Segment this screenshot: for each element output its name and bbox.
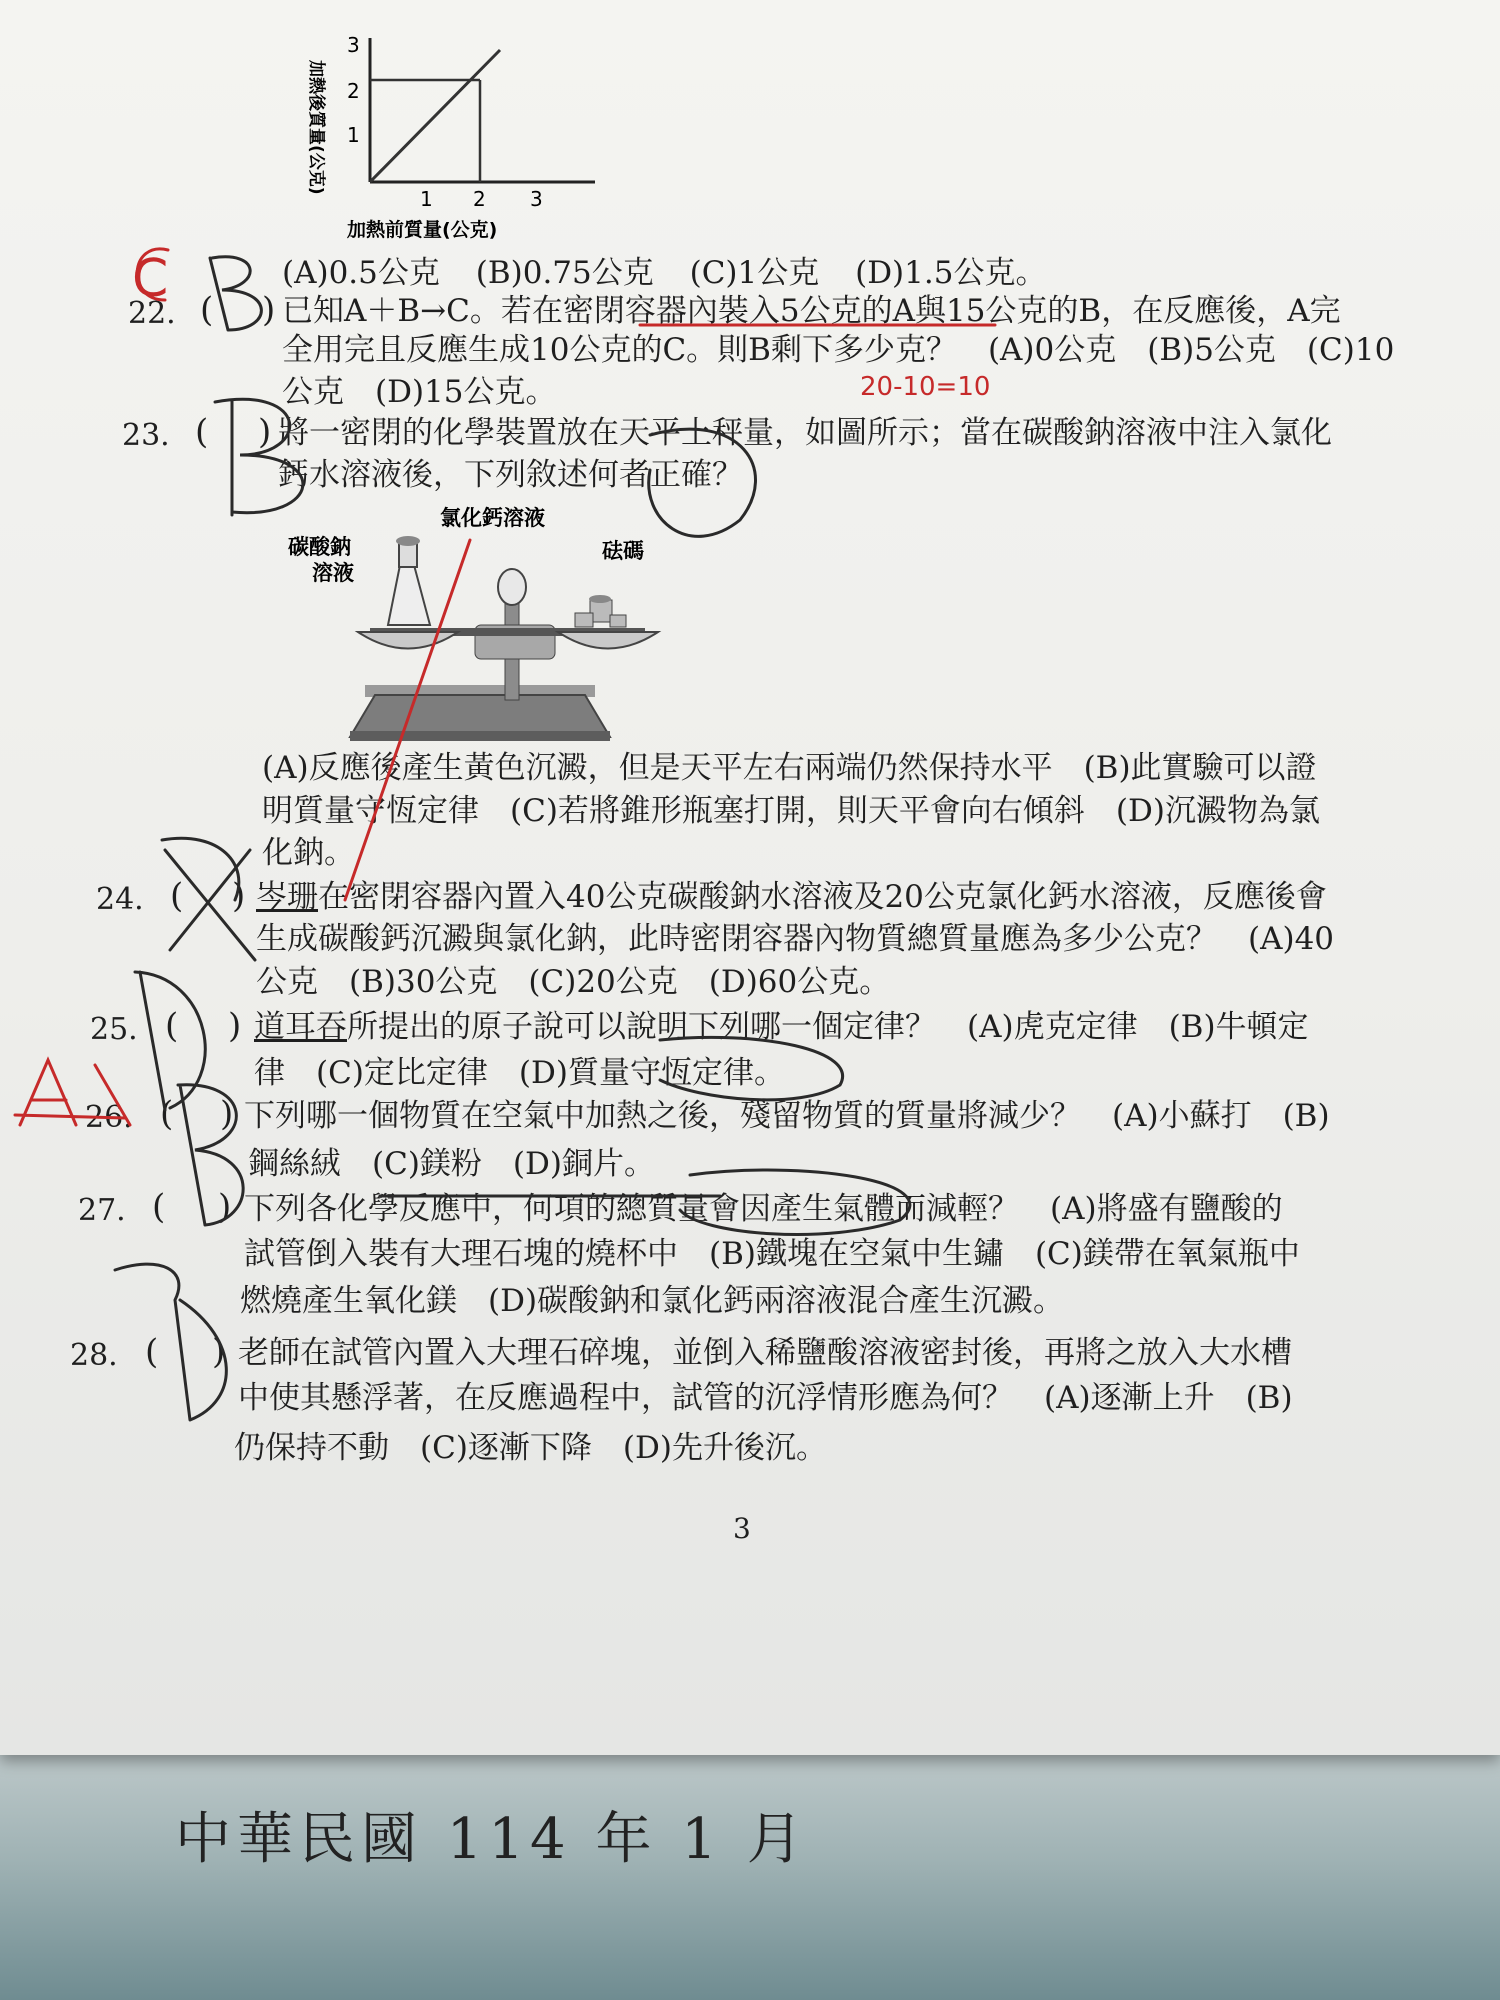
- q24-line3: 公克 (B)30公克 (C)20公克 (D)60公克。: [256, 964, 891, 1000]
- q25-line1-text: 所提出的原子說可以說明下列哪一個定律？ (A)虎克定律 (B)牛頓定: [347, 1009, 1309, 1045]
- q22-line1: 已知A＋B→C。若在密閉容器內裝入5公克的A與15公克的B，在反應後，A完: [282, 293, 1341, 329]
- q24-handwritten-x: [165, 850, 255, 960]
- q25-handwritten-d: [135, 972, 205, 1110]
- q21-option-d: (D)1.5公克。: [855, 255, 1047, 291]
- q23-number: 23.: [122, 418, 170, 453]
- q22-line2: 全用完且反應生成10公克的C。則B剩下多少克？ (A)0公克 (B)5公克 (C)10: [282, 332, 1395, 368]
- q28-line3: 仍保持不動 (C)逐漸下降 (D)先升後沉。: [234, 1430, 827, 1466]
- q22-answer-paren: (: [200, 290, 214, 330]
- q24-number: 24.: [96, 882, 144, 917]
- x-tick-3: 3: [530, 187, 543, 211]
- q23-line2: 鈣水溶液後，下列敘述何者正確？: [278, 457, 743, 493]
- q22-number: 22.: [128, 296, 176, 331]
- q26-answer-paren-close: ): [220, 1094, 234, 1134]
- q23-answer-paren-close: ): [258, 412, 272, 452]
- q24-handwritten-d: [162, 838, 239, 900]
- q21-option-b: (B)0.75公克: [475, 255, 654, 291]
- q26-red-a: [15, 1060, 130, 1125]
- x-axis-label: 加熱前質量(公克): [347, 219, 498, 241]
- q27-line1: 下列各化學反應中，何項的總質量會因產生氣體而減輕？ (A)將盛有鹽酸的: [244, 1191, 1283, 1227]
- q28-handwritten-mark: [115, 1264, 226, 1420]
- q21-handwritten-b: [210, 257, 261, 330]
- q23-options-line3: 化鈉。: [262, 835, 355, 871]
- q23-options-line2: 明質量守恆定律 (C)若將錐形瓶塞打開，則天平會向右傾斜 (D)沉澱物為氯: [262, 793, 1320, 829]
- q28-line1: 老師在試管內置入大理石碎塊，並倒入稀鹽酸溶液密封後，再將之放入大水槽: [238, 1335, 1292, 1371]
- q24-name: 岑珊: [256, 879, 318, 915]
- q23-line1: 將一密閉的化學裝置放在天平上秤量，如圖所示；當在碳酸鈉溶液中注入氯化: [278, 415, 1332, 451]
- label-calcium-chloride: 氯化鈣溶液: [440, 506, 545, 530]
- q24-line1-text: 在密閉容器內置入40公克碳酸鈉水溶液及20公克氯化鈣水溶液，反應後會: [318, 879, 1327, 915]
- q22-line3: 公克 (D)15公克。: [282, 374, 557, 410]
- q28-answer-paren: (: [145, 1332, 159, 1372]
- q27-number: 27.: [78, 1193, 126, 1228]
- q23-red-diagonal: [345, 540, 470, 900]
- q25-answer-paren-close: ): [228, 1006, 242, 1046]
- q23-circle-mark: [649, 429, 756, 536]
- q27-line2: 試管倒入裝有大理石塊的燒杯中 (B)鐵塊在空氣中生鏽 (C)鎂帶在氧氣瓶中: [244, 1236, 1300, 1272]
- q21-option-a: (A)0.5公克: [282, 255, 440, 291]
- q28-answer-paren-close: ): [212, 1332, 226, 1372]
- q24-line2: 生成碳酸鈣沉澱與氯化鈉，此時密閉容器內物質總質量應為多少公克？ (A)40: [256, 921, 1335, 957]
- label-sodium-carbonate-solution: 溶液: [312, 561, 354, 585]
- y-tick-1: 1: [347, 123, 360, 147]
- q27-line3: 燃燒產生氧化鎂 (D)碳酸鈉和氯化鈣兩溶液混合產生沉澱。: [240, 1283, 1065, 1319]
- q26-answer-paren: (: [160, 1094, 174, 1134]
- y-tick-2: 2: [347, 79, 360, 103]
- label-sodium-carbonate: 碳酸鈉: [288, 535, 351, 559]
- q25-number: 25.: [90, 1012, 138, 1047]
- q26-line1: 下列哪一個物質在空氣中加熱之後，殘留物質的質量將減少？ (A)小蘇打 (B): [244, 1098, 1330, 1134]
- q28-line2: 中使其懸浮著，在反應過程中，試管的沉浮情形應為何？ (A)逐漸上升 (B): [238, 1380, 1293, 1416]
- label-weights: 砝碼: [602, 539, 644, 563]
- q23-handwritten-b: [215, 399, 303, 515]
- q24-answer-paren: (: [170, 876, 184, 916]
- q25-line2: 律 (C)定比定律 (D)質量守恆定律。: [254, 1055, 785, 1091]
- page-number: 3: [733, 1512, 751, 1545]
- q26-number: 26.: [85, 1100, 133, 1135]
- y-tick-3: 3: [347, 33, 360, 57]
- x-tick-1: 1: [420, 187, 433, 211]
- y-axis-label: 加熱後質量(公克): [306, 60, 326, 195]
- q25-circle-mark: [660, 1037, 843, 1099]
- x-tick-2: 2: [473, 187, 486, 211]
- q27-answer-paren: (: [152, 1187, 166, 1227]
- q24-answer-paren-close: ): [232, 876, 246, 916]
- q25-answer-paren: (: [165, 1006, 179, 1046]
- q28-number: 28.: [70, 1338, 118, 1373]
- q22-answer-paren-close: ): [262, 290, 276, 330]
- background-footer-text: 中華民國 114 年 1 月: [175, 1807, 809, 1872]
- q22-red-note: 20-10=10: [860, 372, 991, 402]
- q26-handwritten-b: [178, 1085, 243, 1225]
- q27-circle-mark: [680, 1170, 910, 1234]
- q27-answer-paren-close: ): [218, 1187, 232, 1227]
- q21-handwritten-answer: C: [132, 249, 169, 309]
- q23-answer-paren: (: [195, 412, 209, 452]
- q21-option-c: (C)1公克: [689, 255, 820, 291]
- q26-line2: 鋼絲絨 (C)鎂粉 (D)銅片。: [248, 1146, 655, 1182]
- q23-options-line1: (A)反應後產生黃色沉澱，但是天平左右兩端仍然保持水平 (B)此實驗可以證: [262, 750, 1317, 786]
- q25-name: 道耳吞: [254, 1009, 347, 1045]
